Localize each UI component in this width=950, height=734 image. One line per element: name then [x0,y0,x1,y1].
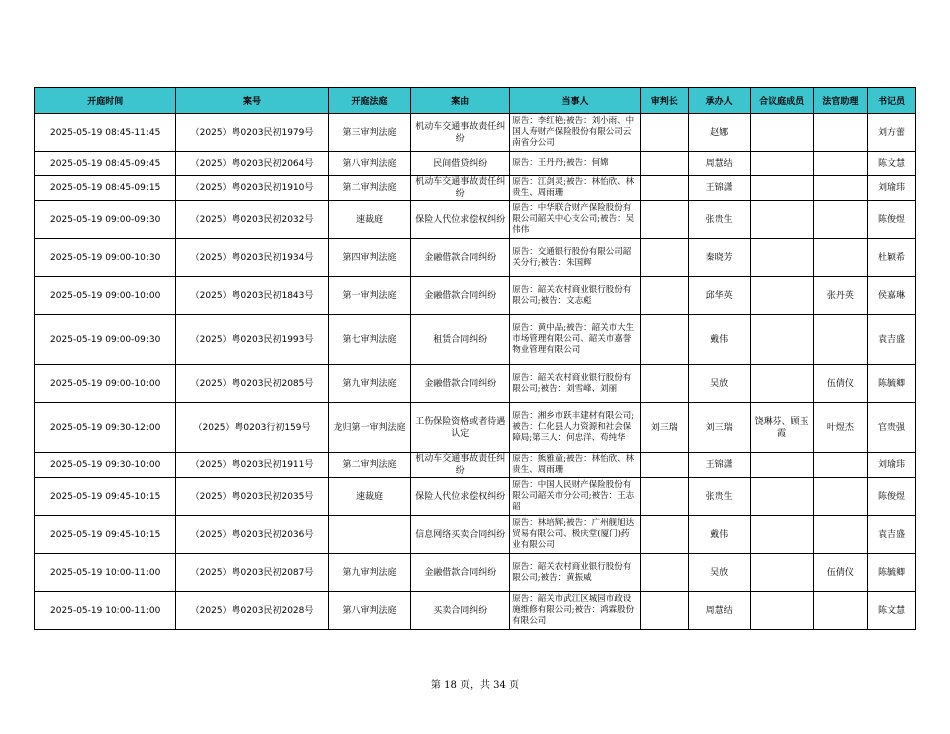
clerk: 陈文慧 [868,152,916,176]
case-cause: 保险人代位求偿权纠纷 [411,201,510,239]
clerk: 侯嘉琳 [868,277,916,315]
case-cause: 机动车交通事故责任纠纷 [411,453,510,478]
case-number: （2025）粤0203民初1911号 [176,453,328,478]
chief-judge [640,176,688,201]
chief-judge [640,478,688,516]
judge-assistant: 张丹英 [813,277,867,315]
courtroom: 第四审判法庭 [328,239,411,277]
parties: 原告：湘乡市跃丰建材有限公司;被告：仁化县人力资源和社会保障局;第三人：何忠洋、苟纯华 [510,403,641,453]
panel-members [750,114,813,152]
table-row [35,114,916,152]
judge-assistant [813,176,867,201]
courtroom-header: 开庭法庭 [328,88,411,114]
parties: 原告：中华联合财产保险股份有限公司韶关中心支公司;被告：吴伟伟 [510,201,641,239]
courtroom: 第八审判法庭 [328,152,411,176]
judge-assistant [813,114,867,152]
clerk: 杜颖希 [868,239,916,277]
handler: 张贵生 [688,478,750,516]
panel-members [750,592,813,630]
table-row [35,365,916,403]
hearing-time: 2025-05-19 08:45-09:15 [35,176,176,201]
case-cause: 民间借贷纠纷 [411,152,510,176]
hearing-time: 2025-05-19 08:45-09:45 [35,152,176,176]
case-number: （2025）粤0203民初1910号 [176,176,328,201]
parties: 原告：林培辉;被告：广州舰旭达贸易有限公司、极庆堂(厦门)药业有限公司 [510,516,641,554]
hearing-time: 2025-05-19 09:00-09:30 [35,201,176,239]
chief-judge-header: 审判长 [640,88,688,114]
parties: 原告：韶关农村商业银行股份有限公司;被告：刘雪峰、刘丽 [510,365,641,403]
courtroom: 第一审判法庭 [328,277,411,315]
parties: 原告：韶关市武江区城园市政设施维修有限公司;被告：鸿霖股份有限公司 [510,592,641,630]
parties: 原告：熊雅童;被告：林怡欣、林贵生、周雨珊 [510,453,641,478]
panel-members [750,315,813,365]
hearing-time: 2025-05-19 09:00-10:00 [35,365,176,403]
chief-judge [640,315,688,365]
case-cause: 工伤保险资格或者待遇认定 [411,403,510,453]
courtroom: 龙归第一审判法庭 [328,403,411,453]
table-row [35,554,916,592]
parties: 原告：韶关农村商业银行股份有限公司;被告：黄振威 [510,554,641,592]
court-schedule-table [34,87,916,630]
panel-members [750,277,813,315]
parties: 原告：韶关农村商业银行股份有限公司;被告：文志彪 [510,277,641,315]
case-number: （2025）粤0203民初1934号 [176,239,328,277]
handler: 吴放 [688,554,750,592]
parties: 原告：李红艳;被告：刘小雨、中国人寿财产保险股份有限公司云南省分公司 [510,114,641,152]
courtroom: 第九审判法庭 [328,365,411,403]
parties: 原告：黄中品;被告：韶关市大生市场管理有限公司、韶关市嘉誉物业管理有限公司 [510,315,641,365]
courtroom: 第八审判法庭 [328,592,411,630]
courtroom: 第二审判法庭 [328,453,411,478]
table-row [35,277,916,315]
chief-judge: 刘三瑞 [640,403,688,453]
judge-assistant: 伍倩仪 [813,365,867,403]
cause-header: 案由 [411,88,510,114]
hearing-time: 2025-05-19 10:00-11:00 [35,592,176,630]
chief-judge [640,365,688,403]
table-row [35,152,916,176]
courtroom: 速裁庭 [328,201,411,239]
handler: 吴放 [688,365,750,403]
table-row [35,403,916,453]
table-row [35,592,916,630]
handler: 王锦潇 [688,453,750,478]
panel-members: 饶琳芬、顾玉霞 [750,403,813,453]
panel-members-header: 合议庭成员 [750,88,813,114]
clerk: 陈俊煜 [868,478,916,516]
chief-judge [640,277,688,315]
judge-assistant [813,239,867,277]
table-row [35,478,916,516]
case-cause: 金融借款合同纠纷 [411,239,510,277]
case-number: （2025）粤0203民初2032号 [176,201,328,239]
handler: 周慧结 [688,592,750,630]
panel-members [750,453,813,478]
handler: 赵娜 [688,114,750,152]
chief-judge [640,152,688,176]
clerk: 刘方蕾 [868,114,916,152]
courtroom: 第三审判法庭 [328,114,411,152]
hearing-time: 2025-05-19 09:45-10:15 [35,478,176,516]
parties: 原告：交通银行股份有限公司韶关分行;被告：朱国辉 [510,239,641,277]
handler: 秦晓芳 [688,239,750,277]
table-row [35,201,916,239]
hearing-time: 2025-05-19 09:30-10:00 [35,453,176,478]
hearing-time: 2025-05-19 10:00-11:00 [35,554,176,592]
case-cause: 租赁合同纠纷 [411,315,510,365]
panel-members [750,516,813,554]
table-row [35,453,916,478]
case-number: （2025）粤0203民初2035号 [176,478,328,516]
clerk: 袁吉盛 [868,315,916,365]
handler: 张贵生 [688,201,750,239]
case-number: （2025）粤0203民初1843号 [176,277,328,315]
case-cause: 保险人代位求偿权纠纷 [411,478,510,516]
courtroom: 速裁庭 [328,478,411,516]
chief-judge [640,592,688,630]
courtroom: 第二审判法庭 [328,176,411,201]
handler: 刘三瑞 [688,403,750,453]
chief-judge [640,453,688,478]
case-number-header: 案号 [176,88,328,114]
case-cause: 金融借款合同纠纷 [411,554,510,592]
chief-judge [640,239,688,277]
judge-assistant [813,453,867,478]
judge-assistant [813,315,867,365]
judge-assistant [813,516,867,554]
case-number: （2025）粤0203民初2028号 [176,592,328,630]
judge-assistant: 叶煜杰 [813,403,867,453]
hearing-time: 2025-05-19 09:00-10:00 [35,277,176,315]
clerk: 陈毓卿 [868,554,916,592]
judge-assistant [813,592,867,630]
chief-judge [640,516,688,554]
case-number: （2025）粤0203民初1993号 [176,315,328,365]
clerk: 刘瑜玮 [868,453,916,478]
parties: 原告：江剑灵;被告：林怡欣、林贵生、周雨珊 [510,176,641,201]
judge-assistant: 伍倩仪 [813,554,867,592]
courtroom [328,516,411,554]
case-number: （2025）粤0203行初159号 [176,403,328,453]
hearing-time: 2025-05-19 09:00-09:30 [35,315,176,365]
handler: 戴伟 [688,315,750,365]
judge-assistant [813,152,867,176]
table-row [35,239,916,277]
hearing-time: 2025-05-19 09:00-10:30 [35,239,176,277]
parties: 原告：王丹丹;被告：何嫦 [510,152,641,176]
case-number: （2025）粤0203民初2036号 [176,516,328,554]
handler: 周慧结 [688,152,750,176]
chief-judge [640,201,688,239]
time-header: 开庭时间 [35,88,176,114]
panel-members [750,176,813,201]
case-cause: 信息网络买卖合同纠纷 [411,516,510,554]
clerk: 官贵强 [868,403,916,453]
clerk: 陈俊煜 [868,201,916,239]
panel-members [750,201,813,239]
clerk-header: 书记员 [868,88,916,114]
page-number: 第 18 页，共 34 页 [430,680,520,691]
handler: 邱华英 [688,277,750,315]
clerk: 陈文慧 [868,592,916,630]
parties-header: 当事人 [510,88,641,114]
clerk: 陈毓卿 [868,365,916,403]
handler-header: 承办人 [688,88,750,114]
parties: 原告：中国人民财产保险股份有限公司韶关市分公司;被告：王志韶 [510,478,641,516]
panel-members [750,152,813,176]
hearing-time: 2025-05-19 08:45-11:45 [35,114,176,152]
panel-members [750,478,813,516]
handler: 戴伟 [688,516,750,554]
courtroom: 第七审判法庭 [328,315,411,365]
handler: 王锦潇 [688,176,750,201]
hearing-time: 2025-05-19 09:30-12:00 [35,403,176,453]
table-row [35,315,916,365]
clerk: 刘瑜玮 [868,176,916,201]
case-cause: 金融借款合同纠纷 [411,365,510,403]
case-number: （2025）粤0203民初1979号 [176,114,328,152]
case-cause: 买卖合同纠纷 [411,592,510,630]
judge-assistant [813,478,867,516]
panel-members [750,554,813,592]
clerk: 袁吉盛 [868,516,916,554]
case-number: （2025）粤0203民初2064号 [176,152,328,176]
table-header-row [35,88,916,114]
courtroom: 第九审判法庭 [328,554,411,592]
table-row [35,516,916,554]
chief-judge [640,114,688,152]
case-cause: 机动车交通事故责任纠纷 [411,114,510,152]
panel-members [750,365,813,403]
case-number: （2025）粤0203民初2085号 [176,365,328,403]
judge-assistant [813,201,867,239]
assistant-header: 法官助理 [813,88,867,114]
case-number: （2025）粤0203民初2087号 [176,554,328,592]
table-row [35,176,916,201]
chief-judge [640,554,688,592]
hearing-time: 2025-05-19 09:45-10:15 [35,516,176,554]
case-cause: 金融借款合同纠纷 [411,277,510,315]
panel-members [750,239,813,277]
case-cause: 机动车交通事故责任纠纷 [411,176,510,201]
